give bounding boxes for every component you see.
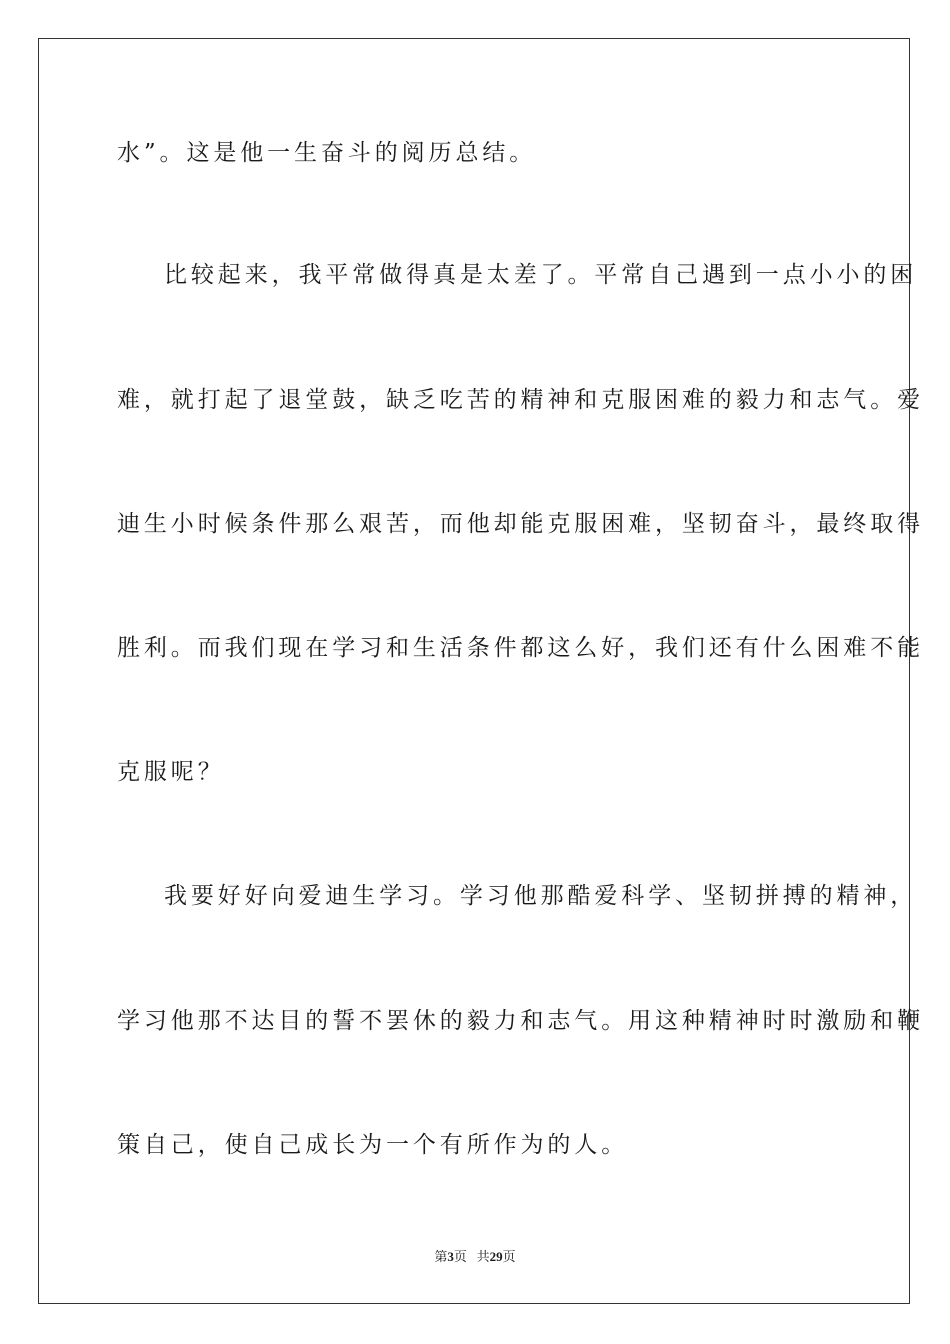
page-footer [0,1248,950,1266]
paragraph-3-line-3: 策自己，使自己成长为一个有所作为的人。 [117,1132,629,1158]
page-border [38,38,910,1304]
paragraph-1-line-1: 水”。这是他一生奋斗的阅历总结。 [117,140,537,166]
paragraph-2-line-1: 比较起来，我平常做得真是太差了。平常自己遇到一点小小的困 [164,262,918,288]
page-number: 3 [447,1249,454,1264]
paragraph-2-line-4: 胜利。而我们现在学习和生活条件都这么好，我们还有什么困难不能 [117,635,924,661]
page-prefix: 第 [434,1249,448,1264]
total-pages: 29 [489,1249,503,1264]
total-suffix: 页 [502,1249,516,1264]
paragraph-3-line-2: 学习他那不达目的誓不罢休的毅力和志气。用这种精神时时激励和鞭 [117,1008,924,1034]
page-suffix: 页 [453,1249,467,1264]
paragraph-2-line-2: 难，就打起了退堂鼓，缺乏吃苦的精神和克服困难的毅力和志气。爱 [117,387,924,413]
paragraph-2-line-3: 迪生小时候条件那么艰苦，而他却能克服困难，坚韧奋斗，最终取得 [117,511,924,537]
paragraph-2-line-5: 克服呢？ [117,759,225,785]
total-prefix: 共 [476,1249,490,1264]
paragraph-3-line-1: 我要好好向爱迪生学习。学习他那酷爱科学、坚韧拼搏的精神， [164,883,918,909]
